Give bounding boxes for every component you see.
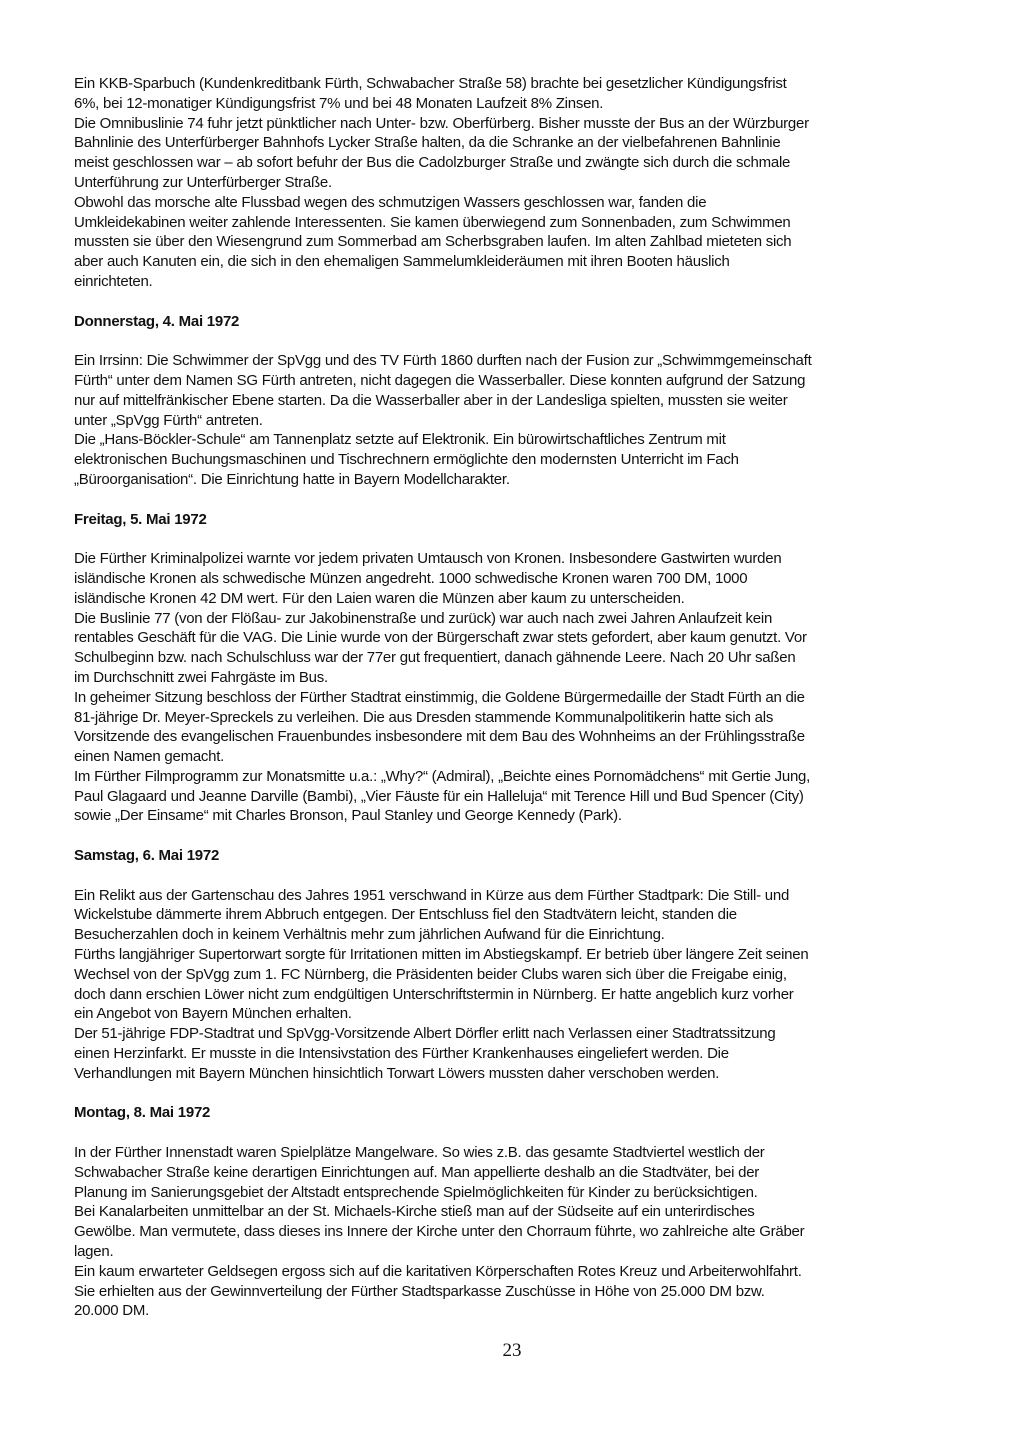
paragraph-line: mussten sie über den Wiesengrund zum Sommerbad am Scherbsgraben laufen. Im alten Zahlbad mieteten sich	[74, 233, 792, 251]
spacer	[74, 529, 964, 549]
paragraph-line: In geheimer Sitzung beschloss der Fürther Stadtrat einstimmig, die Goldene Bürgermedaille der Stadt Fürth an die	[74, 688, 805, 706]
spacer	[74, 826, 964, 846]
paragraph-line: Der 51-jährige FDP-Stadtrat und SpVgg-Vorsitzende Albert Dörfler erlitt nach Verlassen einer Stadtratssitzung	[74, 1025, 776, 1043]
spacer	[74, 292, 964, 312]
paragraph-line: Wechsel von der SpVgg zum 1. FC Nürnberg, die Präsidenten beider Clubs waren sich über die Freigabe einig,	[74, 965, 787, 983]
spacer	[74, 1123, 964, 1143]
paragraph-line: Bei Kanalarbeiten unmittelbar an der St. Michaels-Kirche stieß man auf der Südseite auf ein unterirdisches	[74, 1203, 755, 1221]
paragraph-line: im Durchschnitt zwei Fahrgäste im Bus.	[74, 668, 328, 686]
spacer	[74, 490, 964, 510]
paragraph-line: Schulbeginn bzw. nach Schulschluss war der 77er gut frequentiert, danach gähnende Leere. Nach 20 Uhr saßen	[74, 649, 796, 667]
paragraph-line: Schwabacher Straße keine derartigen Einrichtungen auf. Man appellierte deshalb an die Stadtväter, bei der	[74, 1163, 760, 1181]
paragraph-line: Die „Hans-Böckler-Schule“ am Tannenplatz setzte auf Elektronik. Ein bürowirtschaftliches Zentrum mit	[74, 431, 726, 449]
paragraph-line: Bahnlinie des Unterfürberger Bahnhofs Lycker Straße halten, da die Schranke an der vielbefahrenen Bahnlinie	[74, 134, 781, 152]
paragraph-line: 81-jährige Dr. Meyer-Spreckels zu verleihen. Die aus Dresden stammende Kommunalpolitikerin hatte sich als	[74, 708, 774, 726]
paragraph-line: Fürths langjähriger Supertorwart sorgte für Irritationen mitten im Abstiegskampf. Er betrieb über längere Zeit seinen	[74, 946, 809, 964]
document-body	[74, 74, 964, 1321]
paragraph-line: isländische Kronen als schwedische Münzen angedreht. 1000 schwedische Kronen waren 700 DM, 1000	[74, 569, 748, 587]
paragraph-line: Wickelstube dämmerte ihrem Abbruch entgegen. Der Entschluss fiel den Stadtvätern leicht, standen die	[74, 906, 737, 924]
spacer	[74, 331, 964, 351]
paragraph-line: Im Fürther Filmprogramm zur Monatsmitte u.a.: „Why?“ (Admiral), „Beichte eines Pornomädchens“ mit Gertie Jung,	[74, 767, 811, 785]
paragraph-line: Unterführung zur Unterfürberger Straße.	[74, 173, 332, 191]
paragraph-line: Besucherzahlen doch in keinem Verhältnis mehr zum jährlichen Aufwand für die Einrichtung.	[74, 926, 665, 944]
section-heading: Samstag, 6. Mai 1972	[74, 847, 220, 865]
section-heading: Freitag, 5. Mai 1972	[74, 510, 207, 528]
paragraph-line: Gewölbe. Man vermutete, dass dieses ins Innere der Kirche unter den Chorraum führte, wo zahlreiche alte Gräber	[74, 1223, 805, 1241]
section-heading: Montag, 8. Mai 1972	[74, 1104, 211, 1122]
paragraph-line: Die Fürther Kriminalpolizei warnte vor jedem privaten Umtausch von Kronen. Insbesondere Gastwirten wurden	[74, 550, 782, 568]
paragraph-line: Planung im Sanierungsgebiet der Altstadt entsprechende Spielmöglichkeiten für Kinder zu berücksichtigen.	[74, 1183, 758, 1201]
paragraph-line: 6%, bei 12-monatiger Kündigungsfrist 7% und bei 48 Monaten Laufzeit 8% Zinsen.	[74, 94, 604, 112]
paragraph-line: Paul Glagaard und Jeanne Darville (Bambi), „Vier Fäuste für ein Halleluja“ mit Terence Hill und Bud Spencer (City)	[74, 787, 804, 805]
paragraph-line: aber auch Kanuten ein, die sich in den ehemaligen Sammelumkleideräumen mit ihren Booten häuslich	[74, 253, 730, 271]
paragraph-line: Ein Relikt aus der Gartenschau des Jahres 1951 verschwand in Kürze aus dem Fürther Stadtpark: Die Still- und	[74, 886, 790, 904]
paragraph-line: Ein Irrsinn: Die Schwimmer der SpVgg und des TV Fürth 1860 durften nach der Fusion zur „Schwimmgemeinschaft	[74, 352, 812, 370]
paragraph-line: rentables Geschäft für die VAG. Die Linie wurde von der Bürgerschaft zwar stets gefordert, aber kaum genutzt. Vor	[74, 629, 807, 647]
paragraph-line: einen Herzinfarkt. Er musste in die Intensivstation des Fürther Krankenhauses eingeliefert werden. Die	[74, 1045, 729, 1063]
paragraph-line: Vorsitzende des evangelischen Frauenbundes insbesondere mit dem Bau des Wohnheims an der Frühlingsstraße	[74, 728, 805, 746]
paragraph-line: elektronischen Buchungsmaschinen und Tischrechnern ermöglichte den modernsten Unterricht im Fach	[74, 451, 739, 469]
paragraph-line: isländische Kronen 42 DM wert. Für den Laien waren die Münzen aber kaum zu unterscheiden.	[74, 589, 685, 607]
paragraph-line: 20.000 DM.	[74, 1302, 150, 1320]
paragraph-line: sowie „Der Einsame“ mit Charles Bronson, Paul Stanley und George Kennedy (Park).	[74, 807, 622, 825]
paragraph-line: ein Angebot von Bayern München erhalten.	[74, 1005, 352, 1023]
page-number: 23	[502, 1340, 522, 1361]
paragraph-line: meist geschlossen war – ab sofort befuhr der Bus die Cadolzburger Straße und zwängte sich durch die schmale	[74, 154, 791, 172]
paragraph-line: einen Namen gemacht.	[74, 748, 225, 766]
paragraph-line: Ein KKB-Sparbuch (Kundenkreditbank Fürth, Schwabacher Straße 58) brachte bei gesetzlicher Kündigungsfrist	[74, 75, 787, 92]
spacer	[74, 1084, 964, 1104]
paragraph-line: Fürth“ unter dem Namen SG Fürth antreten, nicht dagegen die Wasserballer. Diese konnten aufgrund der Satzung	[74, 371, 806, 389]
paragraph-line: unter „SpVgg Fürth“ antreten.	[74, 411, 263, 429]
paragraph-line: lagen.	[74, 1243, 114, 1261]
paragraph-line: „Büroorganisation“. Die Einrichtung hatte in Bayern Modellcharakter.	[74, 470, 510, 488]
paragraph-line: Sie erhielten aus der Gewinnverteilung der Fürther Stadtsparkasse Zuschüsse in Höhe von 25.000 DM bzw.	[74, 1282, 765, 1300]
paragraph-line: nur auf mittelfränkischer Ebene starten. Da die Wasserballer aber in der Landesliga spielten, mussten sie weiter	[74, 391, 788, 409]
paragraph-line: In der Fürther Innenstadt waren Spielplätze Mangelware. So wies z.B. das gesamte Stadtviertel westlich der	[74, 1144, 765, 1162]
paragraph-line: Obwohl das morsche alte Flussbad wegen des schmutzigen Wassers geschlossen war, fanden die	[74, 193, 707, 211]
paragraph-line: Die Buslinie 77 (von der Flößau- zur Jakobinenstraße und zurück) war auch nach zwei Jahren Anlaufzeit kein	[74, 609, 773, 627]
section-heading: Donnerstag, 4. Mai 1972	[74, 312, 240, 330]
paragraph-line: Umkleidekabinen weiter zahlende Interessenten. Sie kamen überwiegend zum Sonnenbaden, zum Schwimmen	[74, 213, 791, 231]
paragraph-line: Die Omnibuslinie 74 fuhr jetzt pünktlicher nach Unter- bzw. Oberfürberg. Bisher musste der Bus an der Würzburger	[74, 114, 809, 132]
paragraph-line: doch dann erschien Löwer nicht zum endgültigen Unterschriftstermin in Nürnberg. Er hatte angeblich kurz vorher	[74, 985, 794, 1003]
paragraph-line: Verhandlungen mit Bayern München hinsichtlich Torwart Löwers mussten daher verschoben werden.	[74, 1064, 720, 1082]
paragraph-line: Ein kaum erwarteter Geldsegen ergoss sich auf die karitativen Körperschaften Rotes Kreuz und Arbeiterwohlfahrt.	[74, 1262, 802, 1280]
paragraph-line: einrichteten.	[74, 272, 153, 290]
spacer	[74, 866, 964, 886]
